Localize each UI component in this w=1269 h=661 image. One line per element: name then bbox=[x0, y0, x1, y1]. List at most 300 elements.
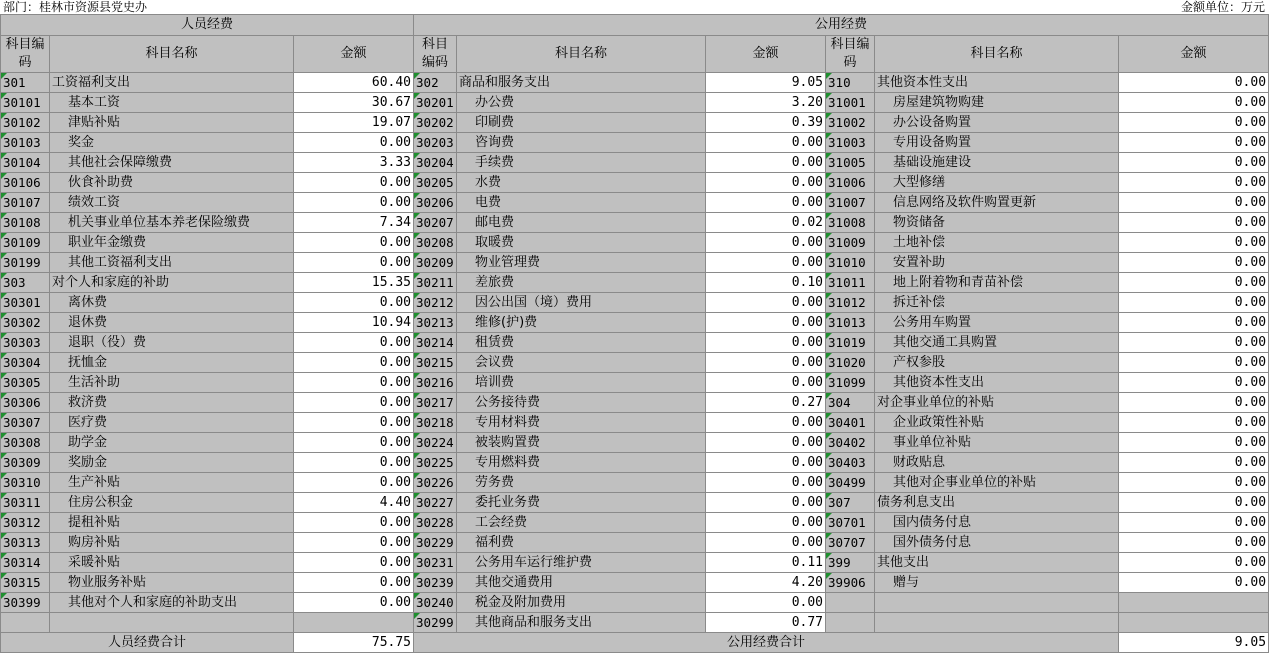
personnel-code-cell: 30104 bbox=[1, 153, 50, 173]
goods-name-text: 委托业务费 bbox=[475, 495, 541, 510]
goods-name-cell bbox=[457, 493, 706, 513]
capital-name-cell bbox=[875, 533, 1119, 553]
capital-code-cell: 304 bbox=[826, 393, 875, 413]
goods-code-cell: 30206 bbox=[414, 193, 457, 213]
capital-name-text: 产权参股 bbox=[893, 355, 946, 370]
personnel-name-text: 奖励金 bbox=[68, 455, 108, 470]
capital-amount-cell bbox=[1119, 593, 1269, 613]
column-header-row bbox=[1, 36, 1269, 73]
goods-code-cell: 30204 bbox=[414, 153, 457, 173]
goods-name-text: 差旅费 bbox=[475, 275, 515, 290]
capital-amount-cell: 0.00 bbox=[1119, 573, 1269, 593]
capital-name-text: 专用设备购置 bbox=[893, 135, 972, 150]
personnel-name-text: 医疗费 bbox=[68, 415, 108, 430]
table-row bbox=[1, 413, 1269, 433]
capital-amount-cell: 0.00 bbox=[1119, 373, 1269, 393]
table-row bbox=[1, 613, 1269, 633]
goods-amount-cell: 0.00 bbox=[706, 313, 826, 333]
header-amount: 金额 bbox=[706, 36, 826, 73]
capital-code-cell: 30402 bbox=[826, 433, 875, 453]
personnel-name-text: 津贴补贴 bbox=[68, 115, 121, 130]
header-code: 科目编码 bbox=[414, 36, 457, 73]
header-code: 科目编码 bbox=[1, 36, 50, 73]
goods-name-text: 租赁费 bbox=[475, 335, 515, 350]
personnel-amount-cell: 10.94 bbox=[294, 313, 414, 333]
personnel-code-cell: 30310 bbox=[1, 473, 50, 493]
goods-name-cell bbox=[457, 233, 706, 253]
goods-name-cell bbox=[457, 393, 706, 413]
goods-name-cell bbox=[457, 553, 706, 573]
goods-code-cell: 30228 bbox=[414, 513, 457, 533]
personnel-name-text: 退休费 bbox=[68, 315, 108, 330]
personnel-name-text: 奖金 bbox=[68, 135, 95, 150]
header-amount: 金额 bbox=[294, 36, 414, 73]
table-row bbox=[1, 573, 1269, 593]
personnel-code-cell: 30315 bbox=[1, 573, 50, 593]
personnel-name-cell bbox=[50, 493, 294, 513]
personnel-name-text: 住房公积金 bbox=[68, 495, 134, 510]
capital-name-cell bbox=[875, 453, 1119, 473]
capital-name-text: 物资储备 bbox=[893, 215, 946, 230]
personnel-name-cell bbox=[50, 333, 294, 353]
capital-name-cell bbox=[875, 593, 1119, 613]
table-row bbox=[1, 533, 1269, 553]
capital-name-cell bbox=[875, 393, 1119, 413]
goods-name-text: 物业管理费 bbox=[475, 255, 541, 270]
capital-amount-cell: 0.00 bbox=[1119, 213, 1269, 233]
goods-amount-cell: 0.00 bbox=[706, 193, 826, 213]
personnel-code-cell: 30103 bbox=[1, 133, 50, 153]
goods-amount-cell: 4.20 bbox=[706, 573, 826, 593]
goods-amount-cell: 0.00 bbox=[706, 373, 826, 393]
goods-name-text: 手续费 bbox=[475, 155, 515, 170]
capital-code-cell: 31008 bbox=[826, 213, 875, 233]
table-row bbox=[1, 353, 1269, 373]
personnel-code-cell: 30303 bbox=[1, 333, 50, 353]
personnel-name-text: 生活补助 bbox=[68, 375, 121, 390]
personnel-name-text: 其他工资福利支出 bbox=[68, 255, 173, 270]
personnel-amount-cell: 0.00 bbox=[294, 533, 414, 553]
personnel-code-cell: 30399 bbox=[1, 593, 50, 613]
capital-amount-cell: 0.00 bbox=[1119, 513, 1269, 533]
header-code: 科目编码 bbox=[826, 36, 875, 73]
goods-name-text: 劳务费 bbox=[475, 475, 515, 490]
personnel-amount-cell: 0.00 bbox=[294, 393, 414, 413]
table-row bbox=[1, 253, 1269, 273]
public-total-label: 公用经费合计 bbox=[414, 633, 1119, 653]
personnel-code-cell: 30102 bbox=[1, 113, 50, 133]
capital-amount-cell: 0.00 bbox=[1119, 393, 1269, 413]
personnel-amount-cell: 60.40 bbox=[294, 73, 414, 93]
personnel-amount-cell: 0.00 bbox=[294, 413, 414, 433]
goods-code-cell: 30299 bbox=[414, 613, 457, 633]
goods-name-cell bbox=[457, 353, 706, 373]
goods-name-cell bbox=[457, 453, 706, 473]
personnel-amount-cell: 4.40 bbox=[294, 493, 414, 513]
goods-code-cell: 30240 bbox=[414, 593, 457, 613]
personnel-name-text: 职业年金缴费 bbox=[68, 235, 147, 250]
personnel-name-cell bbox=[50, 553, 294, 573]
goods-name-text: 工会经费 bbox=[475, 515, 528, 530]
report-meta-row bbox=[0, 0, 1269, 14]
capital-code-cell: 31010 bbox=[826, 253, 875, 273]
capital-code-cell: 30707 bbox=[826, 533, 875, 553]
goods-code-cell: 30211 bbox=[414, 273, 457, 293]
personnel-code-cell: 30313 bbox=[1, 533, 50, 553]
personnel-amount-cell: 0.00 bbox=[294, 433, 414, 453]
goods-code-cell: 30231 bbox=[414, 553, 457, 573]
goods-amount-cell: 0.00 bbox=[706, 593, 826, 613]
goods-amount-cell: 0.00 bbox=[706, 353, 826, 373]
goods-name-text: 专用材料费 bbox=[475, 415, 541, 430]
capital-amount-cell: 0.00 bbox=[1119, 553, 1269, 573]
capital-amount-cell: 0.00 bbox=[1119, 473, 1269, 493]
personnel-name-text: 救济费 bbox=[68, 395, 108, 410]
goods-code-cell: 30212 bbox=[414, 293, 457, 313]
goods-amount-cell: 0.39 bbox=[706, 113, 826, 133]
capital-name-cell bbox=[875, 333, 1119, 353]
personnel-name-text: 采暖补贴 bbox=[68, 555, 121, 570]
goods-name-cell bbox=[457, 153, 706, 173]
table-row bbox=[1, 93, 1269, 113]
personnel-code-cell: 303 bbox=[1, 273, 50, 293]
capital-amount-cell: 0.00 bbox=[1119, 293, 1269, 313]
capital-code-cell: 31009 bbox=[826, 233, 875, 253]
public-total-amount: 9.05 bbox=[1119, 633, 1269, 653]
goods-name-text: 公务用车运行维护费 bbox=[475, 555, 593, 570]
goods-name-text: 邮电费 bbox=[475, 215, 515, 230]
goods-name-cell bbox=[457, 313, 706, 333]
capital-name-cell bbox=[875, 253, 1119, 273]
capital-name-cell bbox=[875, 273, 1119, 293]
personnel-name-text: 离休费 bbox=[68, 295, 108, 310]
table-row bbox=[1, 233, 1269, 253]
personnel-amount-cell: 0.00 bbox=[294, 573, 414, 593]
goods-amount-cell: 9.05 bbox=[706, 73, 826, 93]
goods-amount-cell: 0.00 bbox=[706, 413, 826, 433]
table-row bbox=[1, 273, 1269, 293]
goods-name-text: 水费 bbox=[475, 175, 502, 190]
goods-name-cell bbox=[457, 593, 706, 613]
goods-amount-cell: 0.00 bbox=[706, 493, 826, 513]
goods-code-cell: 30216 bbox=[414, 373, 457, 393]
capital-code-cell: 31006 bbox=[826, 173, 875, 193]
goods-name-text: 会议费 bbox=[475, 355, 515, 370]
capital-amount-cell: 0.00 bbox=[1119, 313, 1269, 333]
capital-name-text: 财政贴息 bbox=[893, 455, 946, 470]
personnel-code-cell: 30304 bbox=[1, 353, 50, 373]
capital-code-cell: 31001 bbox=[826, 93, 875, 113]
personnel-name-cell bbox=[50, 133, 294, 153]
goods-name-cell bbox=[457, 433, 706, 453]
capital-code-cell: 31020 bbox=[826, 353, 875, 373]
personnel-amount-cell: 0.00 bbox=[294, 173, 414, 193]
personnel-name-text: 伙食补助费 bbox=[68, 175, 134, 190]
personnel-name-cell bbox=[50, 73, 294, 93]
goods-name-text: 印刷费 bbox=[475, 115, 515, 130]
capital-code-cell: 30499 bbox=[826, 473, 875, 493]
personnel-amount-cell: 0.00 bbox=[294, 553, 414, 573]
table-row bbox=[1, 453, 1269, 473]
personnel-total-amount: 75.75 bbox=[294, 633, 414, 653]
capital-name-text: 其他对企事业单位的补贴 bbox=[893, 475, 1037, 490]
goods-name-cell bbox=[457, 73, 706, 93]
table-row bbox=[1, 133, 1269, 153]
capital-name-text: 其他支出 bbox=[877, 555, 930, 570]
goods-name-cell bbox=[457, 253, 706, 273]
table-row bbox=[1, 373, 1269, 393]
personnel-name-cell bbox=[50, 513, 294, 533]
capital-name-text: 国外债务付息 bbox=[893, 535, 972, 550]
personnel-code-cell: 30307 bbox=[1, 413, 50, 433]
goods-name-cell bbox=[457, 473, 706, 493]
goods-code-cell: 30213 bbox=[414, 313, 457, 333]
capital-amount-cell: 0.00 bbox=[1119, 173, 1269, 193]
table-row bbox=[1, 333, 1269, 353]
goods-name-cell bbox=[457, 213, 706, 233]
personnel-code-cell: 30311 bbox=[1, 493, 50, 513]
personnel-code-cell: 30305 bbox=[1, 373, 50, 393]
personnel-name-cell bbox=[50, 233, 294, 253]
personnel-name-text: 物业服务补贴 bbox=[68, 575, 147, 590]
goods-code-cell: 30214 bbox=[414, 333, 457, 353]
capital-name-cell bbox=[875, 373, 1119, 393]
capital-name-text: 基础设施建设 bbox=[893, 155, 972, 170]
capital-name-text: 企业政策性补贴 bbox=[893, 415, 985, 430]
goods-name-text: 福利费 bbox=[475, 535, 515, 550]
goods-name-cell bbox=[457, 133, 706, 153]
capital-amount-cell: 0.00 bbox=[1119, 533, 1269, 553]
personnel-name-text: 其他对个人和家庭的补助支出 bbox=[68, 595, 238, 610]
personnel-code-cell: 30312 bbox=[1, 513, 50, 533]
goods-amount-cell: 0.00 bbox=[706, 513, 826, 533]
goods-name-text: 其他商品和服务支出 bbox=[475, 615, 593, 630]
table-row bbox=[1, 473, 1269, 493]
goods-code-cell: 30208 bbox=[414, 233, 457, 253]
capital-amount-cell: 0.00 bbox=[1119, 253, 1269, 273]
goods-name-cell bbox=[457, 333, 706, 353]
capital-name-cell bbox=[875, 553, 1119, 573]
personnel-name-cell bbox=[50, 153, 294, 173]
personnel-name-cell bbox=[50, 293, 294, 313]
goods-name-cell bbox=[457, 273, 706, 293]
capital-name-cell bbox=[875, 113, 1119, 133]
personnel-name-cell bbox=[50, 253, 294, 273]
goods-name-cell bbox=[457, 173, 706, 193]
personnel-amount-cell: 0.00 bbox=[294, 353, 414, 373]
personnel-amount-cell: 0.00 bbox=[294, 593, 414, 613]
header-name: 科目名称 bbox=[875, 36, 1119, 73]
capital-code-cell: 39906 bbox=[826, 573, 875, 593]
goods-name-cell bbox=[457, 93, 706, 113]
goods-name-text: 咨询费 bbox=[475, 135, 515, 150]
goods-code-cell: 30201 bbox=[414, 93, 457, 113]
capital-amount-cell: 0.00 bbox=[1119, 273, 1269, 293]
personnel-amount-cell: 30.67 bbox=[294, 93, 414, 113]
capital-name-text: 拆迁补偿 bbox=[893, 295, 946, 310]
goods-amount-cell: 0.11 bbox=[706, 553, 826, 573]
personnel-name-text: 购房补贴 bbox=[68, 535, 121, 550]
capital-name-cell bbox=[875, 413, 1119, 433]
capital-name-cell bbox=[875, 93, 1119, 113]
goods-amount-cell: 0.10 bbox=[706, 273, 826, 293]
goods-name-cell bbox=[457, 613, 706, 633]
capital-amount-cell: 0.00 bbox=[1119, 193, 1269, 213]
goods-name-text: 公务接待费 bbox=[475, 395, 541, 410]
personnel-code-cell: 30306 bbox=[1, 393, 50, 413]
capital-code-cell: 31099 bbox=[826, 373, 875, 393]
personnel-name-cell bbox=[50, 473, 294, 493]
personnel-name-cell bbox=[50, 193, 294, 213]
goods-code-cell: 302 bbox=[414, 73, 457, 93]
personnel-name-cell bbox=[50, 113, 294, 133]
expense-table bbox=[0, 14, 1269, 653]
goods-amount-cell: 0.02 bbox=[706, 213, 826, 233]
capital-name-cell bbox=[875, 233, 1119, 253]
personnel-amount-cell: 0.00 bbox=[294, 513, 414, 533]
goods-name-text: 维修(护)费 bbox=[475, 315, 538, 330]
goods-amount-cell: 0.00 bbox=[706, 433, 826, 453]
capital-name-text: 土地补偿 bbox=[893, 235, 946, 250]
personnel-code-cell: 30109 bbox=[1, 233, 50, 253]
goods-amount-cell: 0.00 bbox=[706, 153, 826, 173]
personnel-name-cell bbox=[50, 173, 294, 193]
personnel-amount-cell: 0.00 bbox=[294, 253, 414, 273]
personnel-code-cell: 301 bbox=[1, 73, 50, 93]
goods-name-text: 其他交通费用 bbox=[475, 575, 554, 590]
goods-code-cell: 30227 bbox=[414, 493, 457, 513]
header-name: 科目名称 bbox=[50, 36, 294, 73]
personnel-name-cell bbox=[50, 373, 294, 393]
personnel-name-cell bbox=[50, 413, 294, 433]
capital-name-cell bbox=[875, 433, 1119, 453]
goods-code-cell: 30218 bbox=[414, 413, 457, 433]
capital-code-cell: 31012 bbox=[826, 293, 875, 313]
goods-name-text: 办公费 bbox=[475, 95, 515, 110]
capital-amount-cell: 0.00 bbox=[1119, 233, 1269, 253]
capital-name-cell bbox=[875, 613, 1119, 633]
capital-amount-cell: 0.00 bbox=[1119, 493, 1269, 513]
personnel-name-text: 工资福利支出 bbox=[52, 75, 131, 90]
goods-name-cell bbox=[457, 513, 706, 533]
personnel-amount-cell: 3.33 bbox=[294, 153, 414, 173]
personnel-code-cell bbox=[1, 613, 50, 633]
capital-name-text: 办公设备购置 bbox=[893, 115, 972, 130]
personnel-amount-cell: 0.00 bbox=[294, 233, 414, 253]
capital-code-cell: 31019 bbox=[826, 333, 875, 353]
header-amount: 金额 bbox=[1119, 36, 1269, 73]
table-row bbox=[1, 73, 1269, 93]
goods-amount-cell: 0.00 bbox=[706, 133, 826, 153]
table-row bbox=[1, 433, 1269, 453]
goods-amount-cell: 3.20 bbox=[706, 93, 826, 113]
personnel-amount-cell: 0.00 bbox=[294, 453, 414, 473]
capital-code-cell: 31007 bbox=[826, 193, 875, 213]
goods-amount-cell: 0.00 bbox=[706, 173, 826, 193]
personnel-amount-cell: 0.00 bbox=[294, 333, 414, 353]
goods-name-cell bbox=[457, 373, 706, 393]
personnel-name-text: 机关事业单位基本养老保险缴费 bbox=[68, 215, 251, 230]
goods-amount-cell: 0.00 bbox=[706, 453, 826, 473]
personnel-amount-cell: 0.00 bbox=[294, 193, 414, 213]
goods-name-cell bbox=[457, 573, 706, 593]
personnel-code-cell: 30302 bbox=[1, 313, 50, 333]
personnel-name-cell bbox=[50, 273, 294, 293]
goods-code-cell: 30225 bbox=[414, 453, 457, 473]
goods-name-text: 取暖费 bbox=[475, 235, 515, 250]
goods-name-cell bbox=[457, 413, 706, 433]
totals-row bbox=[1, 633, 1269, 653]
capital-name-cell bbox=[875, 313, 1119, 333]
capital-name-cell bbox=[875, 353, 1119, 373]
goods-name-text: 商品和服务支出 bbox=[459, 75, 551, 90]
section-public: 公用经费 bbox=[414, 15, 1269, 36]
table-row bbox=[1, 493, 1269, 513]
capital-name-cell bbox=[875, 73, 1119, 93]
personnel-name-text: 基本工资 bbox=[68, 95, 121, 110]
capital-name-cell bbox=[875, 213, 1119, 233]
goods-amount-cell: 0.00 bbox=[706, 293, 826, 313]
section-header-row bbox=[1, 15, 1269, 36]
capital-name-text: 其他交通工具购置 bbox=[893, 335, 998, 350]
personnel-name-cell bbox=[50, 593, 294, 613]
capital-code-cell: 31005 bbox=[826, 153, 875, 173]
table-row bbox=[1, 293, 1269, 313]
capital-name-text: 大型修缮 bbox=[893, 175, 946, 190]
personnel-amount-cell bbox=[294, 613, 414, 633]
capital-name-text: 对企事业单位的补贴 bbox=[877, 395, 995, 410]
capital-name-cell bbox=[875, 513, 1119, 533]
goods-code-cell: 30226 bbox=[414, 473, 457, 493]
unit-label: 金额单位：万元 bbox=[1180, 0, 1265, 14]
capital-name-cell bbox=[875, 573, 1119, 593]
personnel-name-cell bbox=[50, 453, 294, 473]
table-row bbox=[1, 213, 1269, 233]
goods-code-cell: 30202 bbox=[414, 113, 457, 133]
goods-name-text: 被装购置费 bbox=[475, 435, 541, 450]
goods-code-cell: 30203 bbox=[414, 133, 457, 153]
table-row bbox=[1, 593, 1269, 613]
personnel-amount-cell: 0.00 bbox=[294, 133, 414, 153]
personnel-name-cell bbox=[50, 213, 294, 233]
goods-amount-cell: 0.27 bbox=[706, 393, 826, 413]
capital-amount-cell: 0.00 bbox=[1119, 113, 1269, 133]
personnel-name-cell bbox=[50, 393, 294, 413]
personnel-code-cell: 30309 bbox=[1, 453, 50, 473]
table-row bbox=[1, 193, 1269, 213]
table-row bbox=[1, 313, 1269, 333]
personnel-total-label: 人员经费合计 bbox=[1, 633, 294, 653]
capital-code-cell: 31011 bbox=[826, 273, 875, 293]
capital-code-cell: 30403 bbox=[826, 453, 875, 473]
capital-amount-cell: 0.00 bbox=[1119, 413, 1269, 433]
table-row bbox=[1, 113, 1269, 133]
capital-code-cell: 30401 bbox=[826, 413, 875, 433]
capital-name-text: 公务用车购置 bbox=[893, 315, 972, 330]
personnel-amount-cell: 0.00 bbox=[294, 473, 414, 493]
goods-code-cell: 30209 bbox=[414, 253, 457, 273]
goods-code-cell: 30224 bbox=[414, 433, 457, 453]
capital-name-text: 其他资本性支出 bbox=[877, 75, 969, 90]
personnel-amount-cell: 7.34 bbox=[294, 213, 414, 233]
capital-amount-cell: 0.00 bbox=[1119, 453, 1269, 473]
personnel-name-text: 抚恤金 bbox=[68, 355, 108, 370]
goods-code-cell: 30239 bbox=[414, 573, 457, 593]
capital-name-text: 安置补助 bbox=[893, 255, 946, 270]
capital-name-text: 房屋建筑物购建 bbox=[893, 95, 985, 110]
capital-amount-cell: 0.00 bbox=[1119, 133, 1269, 153]
personnel-code-cell: 30199 bbox=[1, 253, 50, 273]
